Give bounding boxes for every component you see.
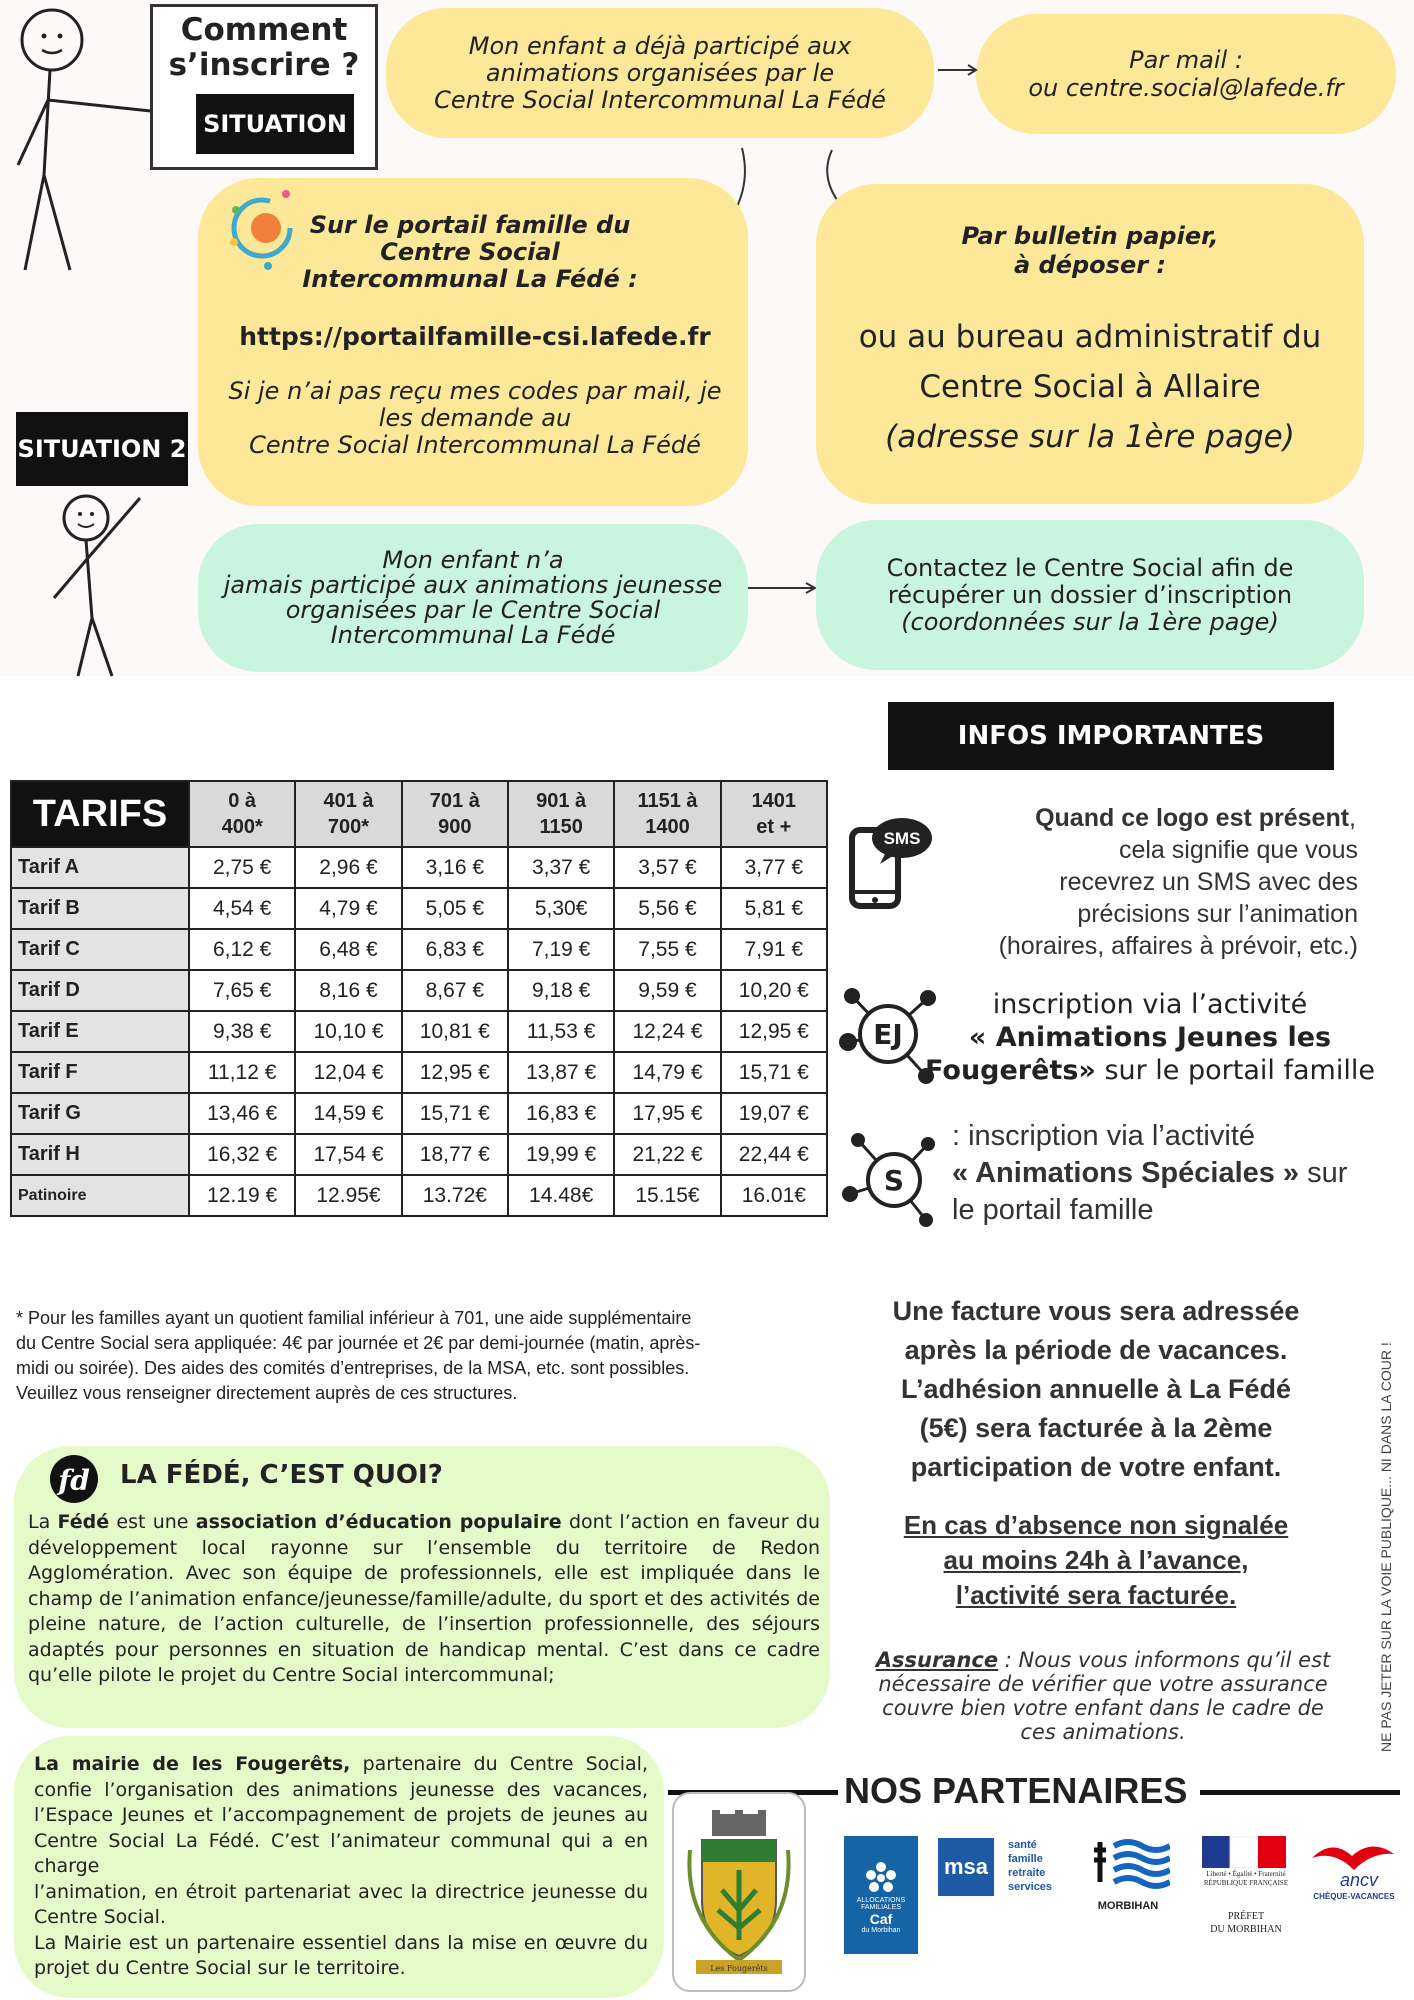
col-header	[189, 781, 295, 847]
mairie-text: partenaire du Centre Social, confie l’organisation des animations jeunesse des vacances, l’Espace Jeunes et l’accompagnement de projets de jeunes au Centre Social La Fédé. C’est l’animateur communal qui a en charge	[34, 1753, 648, 1877]
price-cell: 15.15€	[614, 1175, 720, 1216]
price-cell: 12,95 €	[721, 1011, 827, 1052]
price-cell: 17,95 €	[614, 1093, 720, 1134]
price-cell: 12,04 €	[295, 1052, 401, 1093]
price-cell: 3,37 €	[508, 847, 614, 888]
fede-logo-icon	[46, 1452, 104, 1506]
caf-text: FAMILIALES	[860, 1903, 902, 1911]
prefet-republique: RÉPUBLIQUE FRANÇAISE	[1203, 1879, 1289, 1887]
price-cell: 10,10 €	[295, 1011, 401, 1052]
ancv-text: ancv	[1340, 1870, 1379, 1890]
price-cell: 14.48€	[508, 1175, 614, 1216]
invoice-notice	[846, 1292, 1346, 1487]
title-line2: s’inscrire ?	[168, 47, 360, 83]
ej-info	[920, 988, 1380, 1087]
assurance-line: couvre bien votre enfant dans le cadre de	[882, 1696, 1324, 1720]
price-cell: 8,16 €	[295, 970, 401, 1011]
sms-info-bold: Quand ce logo est présent	[1035, 804, 1350, 832]
price-cell: 19,99 €	[508, 1134, 614, 1175]
row-label: Tarif D	[11, 970, 189, 1011]
price-cell: 5,56 €	[614, 888, 720, 929]
price-cell: 13.72€	[402, 1175, 508, 1216]
price-cell: 7,19 €	[508, 929, 614, 970]
partners-title: NOS PARTENAIRES	[844, 1770, 1188, 1811]
portal-url[interactable]: https://portailfamille-csi.lafede.fr	[239, 322, 711, 351]
price-cell: 7,55 €	[614, 929, 720, 970]
row-label: Patinoire	[11, 1175, 189, 1216]
price-cell: 12,24 €	[614, 1011, 720, 1052]
sms-info-line: cela signifie que vous	[1118, 836, 1358, 864]
col-header-line: 1150	[539, 816, 583, 838]
price-cell: 10,20 €	[721, 970, 827, 1011]
mairie-text: La Mairie est un partenaire essentiel dans la mise en œuvre du projet du Centre Social sur le territoire.	[34, 1931, 648, 1979]
crest-caption: Les Fougerêts	[710, 1964, 768, 1973]
col-header-line: 1400	[645, 816, 690, 838]
invoice-line: après la période de vacances.	[904, 1335, 1288, 1365]
price-cell: 4,79 €	[295, 888, 401, 929]
tarifs-header-row	[11, 781, 827, 847]
portal-title-line: Sur le portail famille du	[309, 211, 631, 239]
ej-info-line: inscription via l’activité	[992, 989, 1308, 1020]
ej-info-bold: Fougerêts»	[925, 1055, 1096, 1086]
s2-intro-line: Intercommunal La Fédé	[330, 621, 616, 649]
price-cell: 10,81 €	[402, 1011, 508, 1052]
paper-title-line: à déposer :	[1013, 251, 1167, 279]
price-cell: 11,12 €	[189, 1052, 295, 1093]
tarifs-footnote	[16, 1306, 836, 1406]
portal-note-line: les demande au	[378, 404, 572, 432]
s2-intro-line: jamais participé aux animations jeunesse	[223, 571, 723, 599]
paper-text	[816, 312, 1364, 462]
price-cell: 5,05 €	[402, 888, 508, 929]
caf-flower-icon	[859, 1857, 903, 1897]
invoice-line: Une facture vous sera adressée	[892, 1296, 1300, 1326]
row-label: Tarif F	[11, 1052, 189, 1093]
fede-paragraph	[28, 1510, 820, 1689]
price-cell: 21,22 €	[614, 1134, 720, 1175]
price-cell: 15,71 €	[721, 1052, 827, 1093]
caf-logo	[844, 1836, 918, 1954]
row-label: Tarif G	[11, 1093, 189, 1134]
col-header	[508, 781, 614, 847]
price-cell: 3,16 €	[402, 847, 508, 888]
paper-title	[816, 222, 1364, 280]
msa-text	[1008, 1838, 1052, 1894]
absence-notice	[846, 1508, 1346, 1613]
price-cell: 14,79 €	[614, 1052, 720, 1093]
assurance-notice	[848, 1648, 1358, 1744]
situation1-label: SITUATION	[196, 94, 354, 154]
price-cell: 6,12 €	[189, 929, 295, 970]
s2-intro-line: organisées par le Centre Social	[285, 596, 661, 624]
price-cell: 2,96 €	[295, 847, 401, 888]
portal-note	[210, 378, 740, 459]
partners-rule-right	[1200, 1790, 1400, 1795]
s2-contact-line: récupérer un dossier d’inscription	[887, 580, 1293, 609]
sms-info-line: (horaires, affaires à prévoir, etc.)	[998, 932, 1358, 960]
sms-info-line: précisions sur l’animation	[1077, 900, 1358, 928]
msa-text-line: santé	[1008, 1839, 1037, 1851]
table-row	[11, 970, 827, 1011]
assurance-line: : Nous vous informons qu’il est	[998, 1648, 1331, 1672]
msa-logo: msa	[938, 1838, 994, 1896]
price-cell: 16.01€	[721, 1175, 827, 1216]
mairie-text-bold: La mairie de les Fougerêts,	[34, 1753, 351, 1775]
row-label: Tarif E	[11, 1011, 189, 1052]
price-cell: 4,54 €	[189, 888, 295, 929]
col-header-line: 901 à	[536, 790, 587, 812]
assurance-label: Assurance	[875, 1648, 999, 1672]
invoice-line: (5€) sera facturée à la 2ème	[919, 1413, 1273, 1443]
table-row	[11, 847, 827, 888]
s2-contact-line: (coordonnées sur la 1ère page)	[901, 607, 1279, 636]
col-header	[295, 781, 401, 847]
assurance-line: ces animations.	[1020, 1720, 1186, 1744]
table-row	[11, 1011, 827, 1052]
table-row	[11, 1134, 827, 1175]
situation2-intro	[198, 524, 748, 672]
fede-text-bold: Fédé	[57, 1511, 110, 1533]
mairie-paragraph	[34, 1752, 648, 1982]
portal-title-line: Intercommunal La Fédé :	[302, 265, 638, 293]
price-cell: 12.95€	[295, 1175, 401, 1216]
fede-text: La	[28, 1511, 58, 1533]
s-badge-icon	[838, 1124, 938, 1228]
price-cell: 3,57 €	[614, 847, 720, 888]
s-info-bold: « Animations Spéciales »	[952, 1157, 1300, 1189]
s-info	[952, 1118, 1392, 1229]
price-cell: 6,83 €	[402, 929, 508, 970]
msa-text-line: services	[1008, 1881, 1053, 1893]
sms-info-line: recevrez un SMS avec des	[1059, 868, 1358, 896]
col-header-line: 900	[438, 816, 472, 838]
intro-line: animations organisées par le	[485, 58, 835, 87]
ej-badge-text: EJ	[873, 1018, 903, 1051]
mairie-text: l’animation, en étroit partenariat avec la directrice jeunesse du Centre Social.	[34, 1880, 648, 1928]
col-header-line: 401 à	[323, 790, 374, 812]
tarifs-title: TARIFS	[11, 781, 189, 847]
prefet-line: DU MORBIHAN	[1210, 1924, 1282, 1935]
price-cell: 15,71 €	[402, 1093, 508, 1134]
price-cell: 16,83 €	[508, 1093, 614, 1134]
price-cell: 7,65 €	[189, 970, 295, 1011]
col-header-line: 1401	[751, 790, 797, 812]
msa-text-line: retraite	[1008, 1867, 1046, 1879]
prefet-text	[1196, 1910, 1296, 1936]
price-cell: 16,32 €	[189, 1134, 295, 1175]
title-line1: Comment	[180, 12, 348, 48]
table-row	[11, 888, 827, 929]
paper-title-line: Par bulletin papier,	[961, 222, 1219, 250]
price-cell: 19,07 €	[721, 1093, 827, 1134]
msa-text-line: famille	[1008, 1853, 1043, 1865]
caf-text: du Morbihan	[861, 1926, 901, 1934]
row-label: Tarif H	[11, 1134, 189, 1175]
price-cell: 7,91 €	[721, 929, 827, 970]
price-cell: 17,54 €	[295, 1134, 401, 1175]
price-cell: 22,44 €	[721, 1134, 827, 1175]
stick-figure-waving	[40, 488, 160, 678]
price-cell: 12.19 €	[189, 1175, 295, 1216]
portal-title	[300, 212, 640, 293]
price-cell: 9,59 €	[614, 970, 720, 1011]
intro-line: Mon enfant a déjà participé aux	[468, 31, 852, 60]
row-label: Tarif C	[11, 929, 189, 970]
s2-contact-line: Contactez le Centre Social afin de	[886, 553, 1294, 582]
assurance-line: nécessaire de vérifier que votre assurance	[878, 1672, 1328, 1696]
price-cell: 2,75 €	[189, 847, 295, 888]
price-cell: 13,87 €	[508, 1052, 614, 1093]
morbihan-ermine-icon	[1086, 1836, 1170, 1896]
table-row	[11, 1093, 827, 1134]
footnote-line: Veuillez vous renseigner directement auprès de ces structures.	[16, 1383, 518, 1403]
col-header-line: 701 à	[429, 790, 480, 812]
price-cell: 8,67 €	[402, 970, 508, 1011]
caf-text: ALLOCATIONS	[856, 1896, 906, 1904]
col-header	[402, 781, 508, 847]
price-cell: 12,95 €	[402, 1052, 508, 1093]
col-header	[614, 781, 720, 847]
table-row	[11, 1052, 827, 1093]
portal-note-line: Centre Social Intercommunal La Fédé	[249, 431, 701, 459]
situation2-contact	[816, 520, 1364, 670]
price-cell: 9,38 €	[189, 1011, 295, 1052]
fede-title: LA FÉDÉ, C’EST QUOI?	[120, 1460, 443, 1490]
row-label: Tarif B	[11, 888, 189, 929]
s-info-line: sur	[1299, 1157, 1348, 1189]
fede-text: est une	[109, 1511, 196, 1533]
col-header-line: 700*	[327, 816, 370, 838]
footnote-line: * Pour les familles ayant un quotient familial inférieur à 701, une aide supplémentaire	[16, 1308, 692, 1328]
invoice-line: L’adhésion annuelle à La Fédé	[900, 1374, 1292, 1404]
prefet-header	[1196, 1870, 1296, 1888]
col-header	[721, 781, 827, 847]
price-cell: 5,30€	[508, 888, 614, 929]
table-row	[11, 929, 827, 970]
tarifs-table	[10, 780, 828, 1217]
marianne-flag-icon	[1202, 1836, 1286, 1868]
absence-line: l’activité sera facturée.	[955, 1580, 1237, 1610]
price-cell: 11,53 €	[508, 1011, 614, 1052]
prefet-motto: Liberté • Égalité • Fraternité	[1206, 1870, 1286, 1878]
sms-info-line: ,	[1349, 804, 1356, 832]
ej-info-line: « Animations Jeunes les	[968, 1022, 1332, 1053]
infos-title: INFOS IMPORTANTES	[888, 702, 1334, 770]
fougerets-crest-icon	[682, 1810, 796, 1986]
row-label: Tarif A	[11, 847, 189, 888]
price-cell: 6,48 €	[295, 929, 401, 970]
caf-text: Caf	[869, 1910, 893, 1927]
intro-line: Centre Social Intercommunal La Fédé	[434, 85, 886, 114]
col-header-line: 1151 à	[637, 790, 698, 812]
footnote-line: du Centre Social sera appliquée: 4€ par journée et 2€ par demi-journée (matin, après-	[16, 1333, 701, 1353]
price-cell: 5,81 €	[721, 888, 827, 929]
fede-text-bold: association d’éducation populaire	[195, 1511, 562, 1533]
absence-line: au moins 24h à l’avance,	[943, 1545, 1249, 1575]
portal-note-line: Si je n’ai pas reçu mes codes par mail, je	[228, 377, 722, 405]
price-cell: 9,18 €	[508, 970, 614, 1011]
prefet-line: PRÉFET	[1227, 1911, 1265, 1922]
situation2-label: SITUATION 2	[16, 412, 188, 486]
ancv-subtext: CHÈQUE-VACANCES	[1313, 1892, 1395, 1901]
portal-logo-icon	[228, 186, 296, 270]
mail-email[interactable]: ou centre.social@lafede.fr	[1028, 74, 1344, 102]
s-info-line: : inscription via l’activité	[952, 1120, 1255, 1152]
invoice-line: participation de votre enfant.	[910, 1452, 1282, 1482]
price-cell: 13,46 €	[189, 1093, 295, 1134]
mail-line: Par mail :	[1129, 46, 1243, 74]
sms-info	[888, 802, 1358, 962]
portal-title-line: Centre Social	[380, 238, 560, 266]
absence-line: En cas d’absence non signalée	[903, 1510, 1289, 1540]
col-header-line: 400*	[221, 816, 263, 838]
paper-text-line: Centre Social à Allaire	[919, 369, 1261, 405]
col-header-line: 0 à	[228, 790, 257, 812]
vertical-note: NE PAS JETER SUR LA VOIE PUBLIQUE... NI DANS LA COUR !	[1378, 1342, 1394, 1752]
fede-text: dont l’action en faveur du développement local rayonne sur l’ensemble du territoire de Redon Agglomération. Avec son équipe de professionnels, elle est impliquée dans le champ de l’animation enfance/jeunesse/famille/adulte, du sport et des activités de pleine nature, de l’action culturelle, de l’insertion professionnelle, des séjours adaptés pour personnes en situation de handicap mental. C’est dans ce cadre qu’elle pilote le projet du Centre Social intercommunal;	[28, 1511, 820, 1686]
col-header-line: et +	[756, 816, 792, 838]
s-badge-text: S	[883, 1164, 905, 1197]
ej-info-line: sur le portail famille	[1095, 1055, 1375, 1086]
price-cell: 18,77 €	[402, 1134, 508, 1175]
sms-badge-text: SMS	[883, 829, 921, 848]
price-cell: 3,77 €	[721, 847, 827, 888]
paper-text-line: ou au bureau administratif du	[858, 319, 1322, 355]
s2-intro-line: Mon enfant n’a	[382, 546, 564, 574]
fede-logo-text: fd	[58, 1464, 90, 1497]
table-row	[11, 1175, 827, 1216]
paper-text-line: (adresse sur la 1ère page)	[885, 419, 1295, 455]
morbihan-text: MORBIHAN	[1097, 1900, 1159, 1912]
price-cell: 14,59 €	[295, 1093, 401, 1134]
footnote-line: midi ou soirée). Des aides des comités d’entreprises, de la MSA, etc. sont possibles.	[16, 1358, 690, 1378]
s-info-line: le portail famille	[952, 1194, 1154, 1226]
